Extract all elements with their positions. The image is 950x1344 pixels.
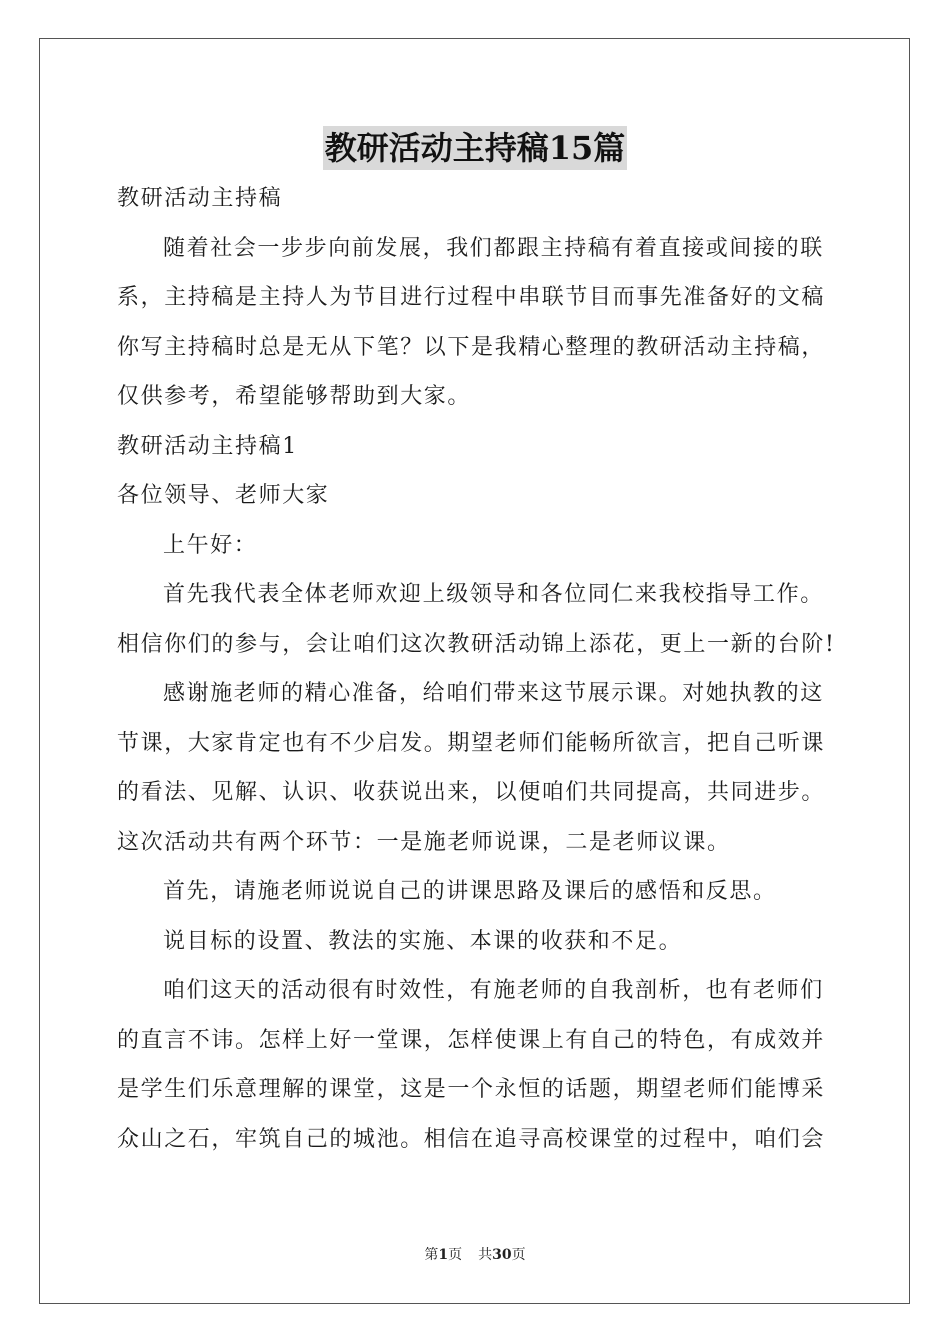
- text-line: 的直言不讳。怎样上好一堂课，怎样使课上有自己的特色，有成效并: [117, 1027, 826, 1053]
- text-line: 教研活动主持稿: [117, 186, 283, 211]
- text-line: 说目标的设置、教法的实施、本课的收获和不足。: [163, 928, 683, 954]
- text-line: 首先，请施老师说说自己的讲课思路及课后的感悟和反思。: [163, 879, 777, 904]
- page-footer: [0, 1245, 950, 1265]
- text-line: 感谢施老师的精心准备，给咱们带来这节展示课。对她执教的这: [163, 681, 824, 706]
- text-line: 节课，大家肯定也有不少启发。期望老师们能畅所欲言，把自己听课: [117, 730, 826, 756]
- total-unit: 页: [511, 1247, 526, 1263]
- title-container: [0, 126, 950, 170]
- text-line: 众山之石，牢筑自己的城池。相信在追寻高校课堂的过程中，咱们会: [117, 1126, 826, 1152]
- text-line: 是学生们乐意理解的课堂，这是一个永恒的话题，期望老师们能博采: [117, 1077, 826, 1102]
- page-prefix: 第: [424, 1247, 439, 1263]
- page-unit: 页: [448, 1247, 463, 1263]
- text-line: 随着社会一步步向前发展，我们都跟主持稿有着直接或间接的联: [163, 235, 824, 261]
- text-line: 系，主持稿是主持人为节目进行过程中串联节目而事先准备好的文稿: [117, 285, 826, 310]
- text-line: 的看法、见解、认识、收获说出来，以便咱们共同提高，共同进步。: [117, 780, 826, 805]
- text-line: 相信你们的参与，会让咱们这次教研活动锦上添花，更上一新的台阶!: [117, 631, 836, 657]
- total-prefix: 共: [478, 1247, 493, 1263]
- current-page-number: 1: [438, 1247, 449, 1263]
- text-line: 这次活动共有两个环节：一是施老师说课，二是老师议课。: [117, 829, 731, 855]
- text-line: 各位领导、老师大家: [117, 483, 330, 508]
- document-body: [117, 174, 837, 1164]
- text-line: 上午好：: [163, 532, 258, 558]
- text-line: 咱们这天的活动很有时效性，有施老师的自我剖析，也有老师们: [163, 978, 824, 1003]
- document-title: 教研活动主持稿15篇: [323, 126, 628, 170]
- text-line: 你写主持稿时总是无从下笔？以下是我精心整理的教研活动主持稿，: [117, 334, 826, 360]
- text-line: 教研活动主持稿1: [117, 433, 298, 459]
- text-line: 首先我代表全体老师欢迎上级领导和各位同仁来我校指导工作。: [163, 582, 824, 607]
- total-page-number: 30: [492, 1247, 512, 1263]
- text-line: 仅供参考，希望能够帮助到大家。: [117, 384, 472, 409]
